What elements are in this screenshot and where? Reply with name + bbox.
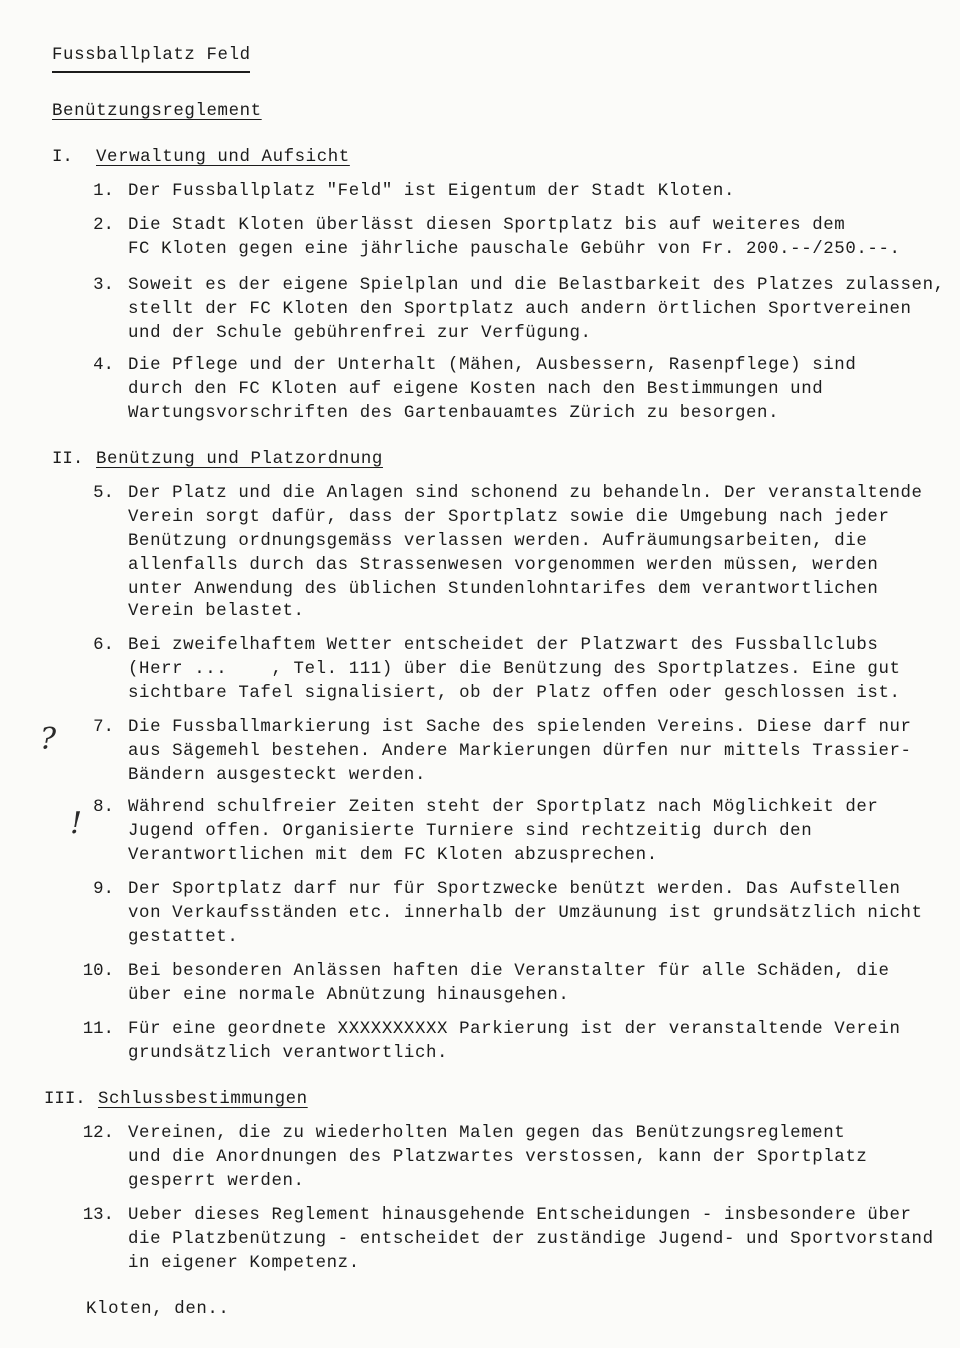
item-number: 12. <box>82 1124 114 1143</box>
item-number: 13. <box>82 1206 114 1225</box>
doc-subtitle: Benützungsreglement <box>52 102 262 121</box>
item-line: stellt der FC Kloten den Sportplatz auch andern örtlichen Sportvereinen <box>128 300 912 319</box>
item-number: 2. <box>93 216 114 235</box>
item-number: 8. <box>93 798 114 817</box>
item-line: aus Sägemehl bestehen. Andere Markierungen dürfen nur mittels Trassier- <box>128 742 912 761</box>
item-line: allenfalls durch das Strassenwesen vorgenommen werden müssen, werden <box>128 556 879 575</box>
item-number: 11. <box>82 1020 114 1039</box>
item-number: 4. <box>93 356 114 375</box>
closing-place-date: Kloten, den.. <box>86 1300 230 1319</box>
item-line: Verein belastet. <box>128 602 305 621</box>
margin-question-mark: ? <box>40 722 57 757</box>
item-line: Bei besonderen Anlässen haften die Veranstalter für alle Schäden, die <box>128 962 890 981</box>
item-line: FC Kloten gegen eine jährliche pauschale Gebühr von Fr. 200.--/250.--. <box>128 240 901 259</box>
item-line: die Platzbenützung - entscheidet der zuständige Jugend- und Sportvorstand <box>128 1230 934 1249</box>
item-line: über eine normale Abnützung hinausgehen. <box>128 986 570 1005</box>
item-line: sichtbare Tafel signalisiert, ob der Platz offen oder geschlossen ist. <box>128 684 901 703</box>
item-line: Der Platz und die Anlagen sind schonend zu behandeln. Der veranstaltende <box>128 484 923 503</box>
item-line: Bändern ausgesteckt werden. <box>128 766 426 785</box>
item-line: Der Sportplatz darf nur für Sportzwecke benützt werden. Das Aufstellen <box>128 880 901 899</box>
item-line: Die Stadt Kloten überlässt diesen Sportplatz bis auf weiteres dem <box>128 216 846 235</box>
section-number: II. <box>52 450 84 469</box>
item-line: Verantwortlichen mit dem FC Kloten abzusprechen. <box>128 846 658 865</box>
item-line: Wartungsvorschriften des Gartenbauamtes Zürich zu besorgen. <box>128 404 780 423</box>
item-line: in eigener Kompetenz. <box>128 1254 360 1273</box>
item-number: 6. <box>93 636 114 655</box>
item-line: Benützung ordnungsgemäss verlassen werden. Aufräumungsarbeiten, die <box>128 532 868 551</box>
item-number: 5. <box>93 484 114 503</box>
item-line: gestattet. <box>128 928 239 947</box>
item-line: und der Schule gebührenfrei zur Verfügung. <box>128 324 592 343</box>
item-line: grundsätzlich verantwortlich. <box>128 1044 449 1063</box>
section-title: Schlussbestimmungen <box>98 1090 308 1109</box>
item-number: 7. <box>93 718 114 737</box>
item-line: und die Anordnungen des Platzwartes verstossen, kann der Sportplatz <box>128 1148 868 1167</box>
item-line: Verein sorgt dafür, dass der Sportplatz sowie die Umgebung nach jeder <box>128 508 890 527</box>
margin-exclamation-mark: ! <box>70 806 83 841</box>
item-line: durch den FC Kloten auf eigene Kosten nach den Bestimmungen und <box>128 380 824 399</box>
item-line: Für eine geordnete XXXXXXXXXX Parkierung ist der veranstaltende Verein <box>128 1020 901 1039</box>
item-line: gesperrt werden. <box>128 1172 305 1191</box>
item-number: 1. <box>93 182 114 201</box>
item-line: von Verkaufsständen etc. innerhalb der Umzäunung ist grundsätzlich nicht <box>128 904 923 923</box>
doc-title: Fussballplatz Feld <box>52 46 251 65</box>
section-title: Benützung und Platzordnung <box>96 450 383 469</box>
item-line: Soweit es der eigene Spielplan und die Belastbarkeit des Platzes zulassen, <box>128 276 945 295</box>
item-line: Vereinen, die zu wiederholten Malen gegen das Benützungsreglement <box>128 1124 846 1143</box>
item-line: Während schulfreier Zeiten steht der Sportplatz nach Möglichkeit der <box>128 798 879 817</box>
item-line: Ueber dieses Reglement hinausgehende Entscheidungen - insbesondere über <box>128 1206 912 1225</box>
item-number: 9. <box>93 880 114 899</box>
item-line: Der Fussballplatz "Feld" ist Eigentum der Stadt Kloten. <box>128 182 735 201</box>
item-line: Die Pflege und der Unterhalt (Mähen, Ausbessern, Rasenpflege) sind <box>128 356 857 375</box>
section-title: Verwaltung und Aufsicht <box>96 148 350 167</box>
item-number: 3. <box>93 276 114 295</box>
section-number: III. <box>44 1090 86 1109</box>
section-number: I. <box>52 148 73 167</box>
item-line: Jugend offen. Organisierte Turniere sind rechtzeitig durch den <box>128 822 813 841</box>
item-line: (Herr ... , Tel. 111) über die Benützung des Sportplatzes. Eine gut <box>128 660 901 679</box>
title-underline <box>52 71 250 73</box>
item-line: unter Anwendung des üblichen Stundenlohntarifes dem verantwortlichen <box>128 580 879 599</box>
item-line: Die Fussballmarkierung ist Sache des spielenden Vereins. Diese darf nur <box>128 718 912 737</box>
item-number: 10. <box>82 962 114 981</box>
item-line: Bei zweifelhaftem Wetter entscheidet der Platzwart des Fussballclubs <box>128 636 879 655</box>
